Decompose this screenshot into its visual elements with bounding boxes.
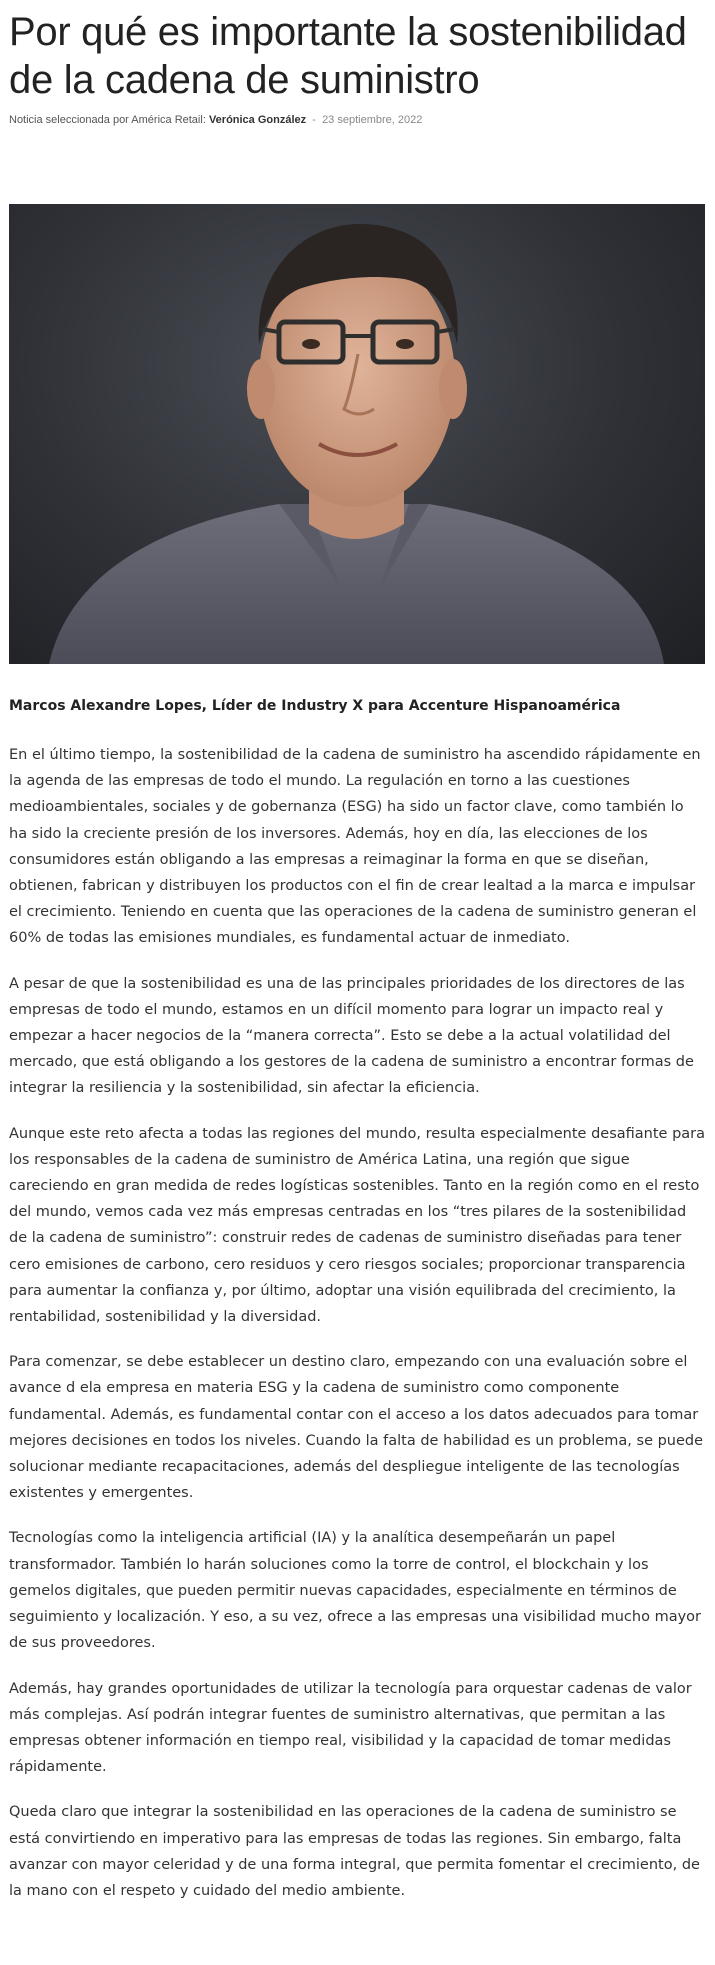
article — [9, 0, 705, 1899]
publish-date: 23 septiembre, 2022 — [322, 114, 423, 126]
paragraph: Además, hay grandes oportunidades de utilizar la tecnología para orquestar cadenas de valor más complejas. Así podrán integrar fuentes de suministro alternativas, que permitan a las empresas obtener información en tiempo real, visibilidad y la capacidad de tomar medidas rápidamente. — [9, 1680, 692, 1776]
paragraph: A pesar de que la sostenibilidad es una de las principales prioridades de los directores de las empresas de todo el mundo, estamos en un difícil momento para lograr un impacto real y empezar a hacer negocios de la “manera correcta”. Esto se debe a la actual volatilidad del mercado, que está obligando a los gestores de la cadena de suministro a encontrar formas de integrar la resiliencia y la sostenibilidad, sin afectar la eficiencia. — [9, 975, 694, 1097]
photo-caption: Marcos Alexandre Lopes, Líder de Industry X para Accenture Hispanoamérica — [9, 698, 621, 714]
paragraph: Aunque este reto afecta a todas las regiones del mundo, resulta especialmente desafiante para los responsables de la cadena de suministro de América Latina, una región que sigue careciendo en gran medida de redes logísticas sostenibles. Tanto en la región como en el resto del mundo, vemos cada vez más empresas centradas en los “tres pilares de la sostenibilidad de la cadena de suministro”: construir redes de cadenas de suministro diseñadas para tener cero emisiones de carbono, cero residuos y cero riesgos sociales; proporcionar transparencia para aumentar la confianza y, por último, adoptar una visión equilibrada del crecimiento, la rentabilidad, sostenibilidad y la diversidad. — [9, 1125, 705, 1326]
paragraph: Para comenzar, se debe establecer un destino claro, empezando con una evaluación sobre el avance d ela empresa en materia ESG y la cadena de suministro como componente fundamental. Además, es fundamental contar con el acceso a los datos adecuados para tomar mejores decisiones en todos los niveles. Cuando la falta de habilidad es un problema, se puede solucionar mediante recapacitaciones, además del despliegue inteligente de las tecnologías existentes y emergentes. — [9, 1354, 704, 1502]
paragraph: Queda claro que integrar la sostenibilidad en las operaciones de la cadena de suministro se está convirtiendo en imperativo para las empresas de todas las regiones. Sin embargo, falta avanzar con mayor celeridad y de una forma integral, que permita fomentar el crecimiento, de la mano con el respeto y cuidado del medio ambiente. — [9, 1804, 700, 1899]
paragraph: En el último tiempo, la sostenibilidad de la cadena de suministro ha ascendido rápidamente en la agenda de las empresas de todo el mundo. La regulación en torno a las cuestiones medioambientales, sociales y de gobernanza (ESG) ha sido un factor clave, como también lo ha sido la creciente presión de los inversores. Además, hoy en día, las elecciones de los consumidores están obligando a las empresas a reimaginar la forma en que se diseñan, obtienen, fabrican y distribuyen los productos con el fin de crear lealtad a la marca e impulsar el crecimiento. Teniendo en cuenta que las operaciones de la cadena de suministro generan el 60% de todas las emisiones mundiales, es fundamental actuar de inmediato. — [9, 747, 701, 947]
author-link[interactable]: Verónica González — [208, 114, 307, 126]
meta-prefix: Noticia seleccionada por América Retail: — [9, 114, 206, 126]
article-meta — [9, 114, 705, 130]
meta-separator: - — [312, 114, 316, 126]
article-body — [9, 742, 705, 1923]
article-title: Por qué es importante la sostenibilidad de la cadena de suministro — [9, 10, 687, 102]
author-photo — [9, 204, 705, 664]
paragraph: Tecnologías como la inteligencia artificial (IA) y la analítica desempeñarán un papel transformador. También lo harán soluciones como la torre de control, el blockchain y los gemelos digitales, que pueden permitir nuevas capacidades, especialmente en términos de seguimiento y localización. Y eso, a su vez, ofrece a las empresas una visibilidad mucho mayor de sus proveedores. — [9, 1530, 701, 1652]
